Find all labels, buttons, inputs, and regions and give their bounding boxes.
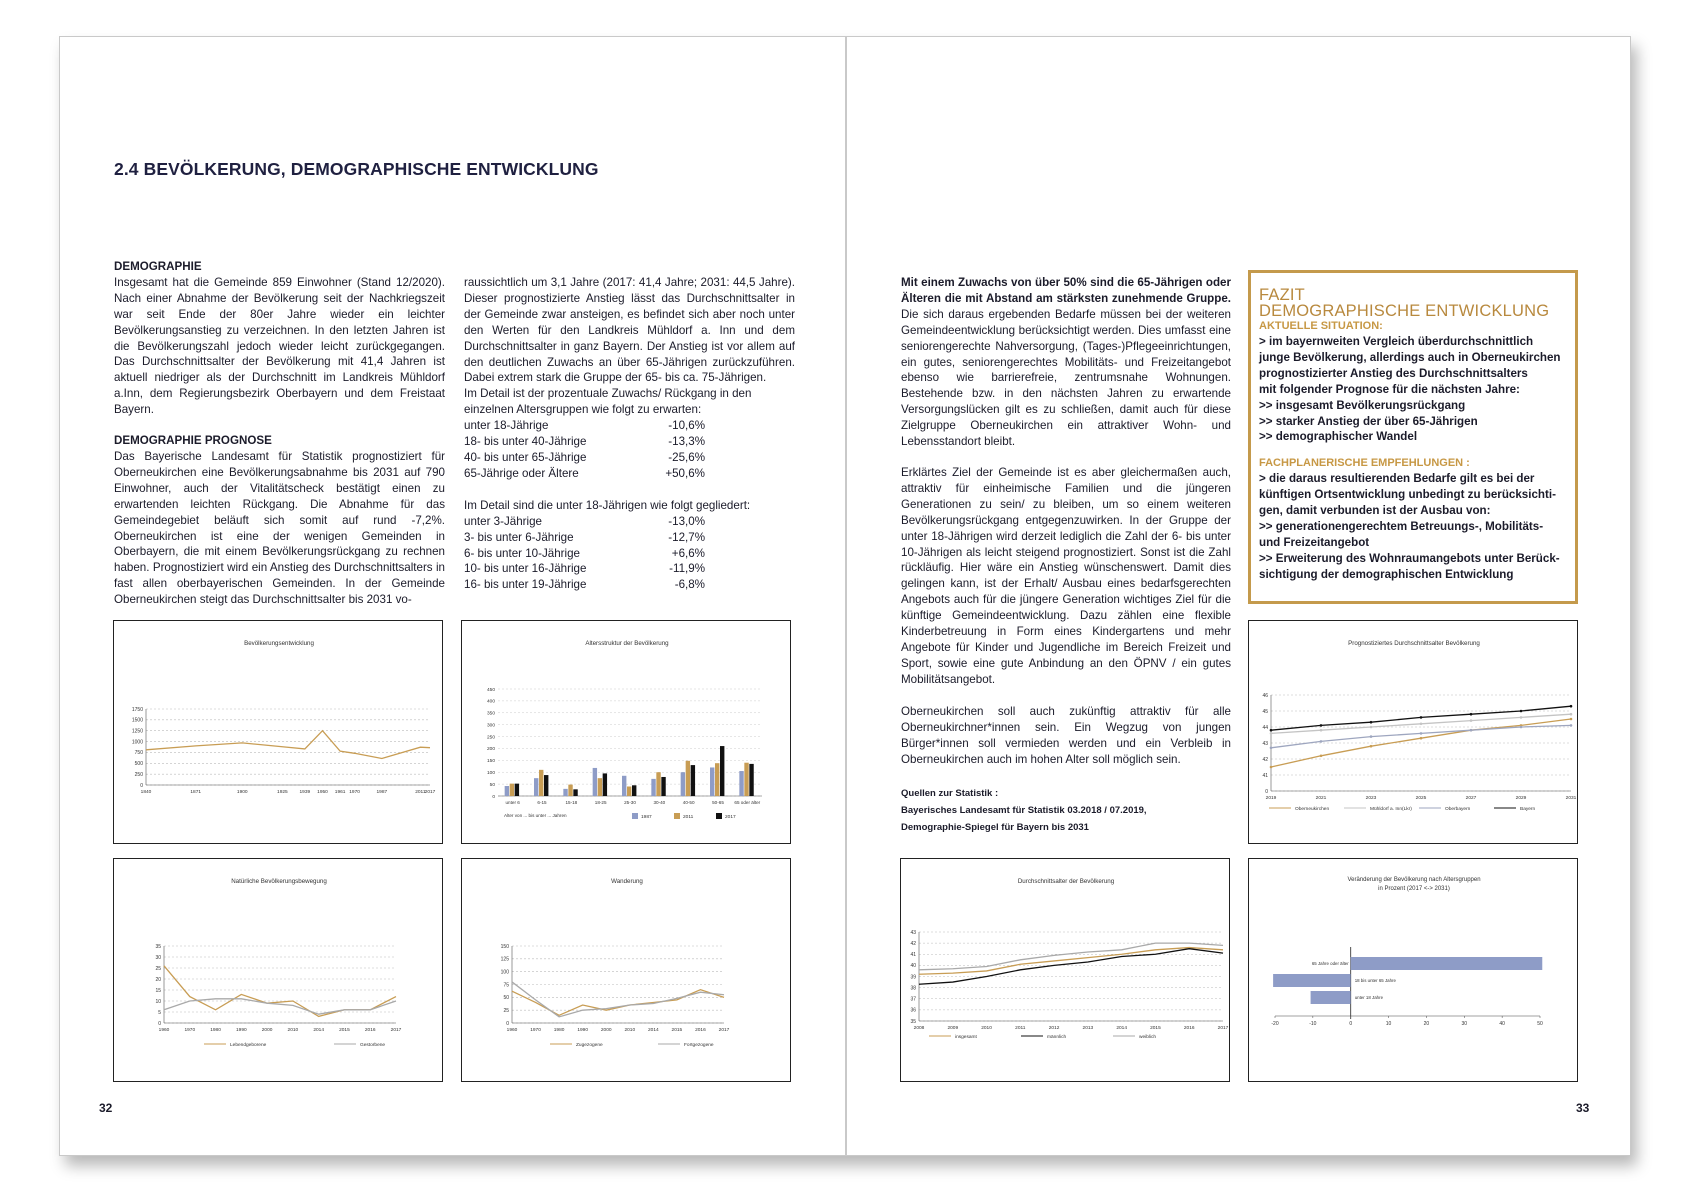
y-tick-label: 1750 — [131, 706, 143, 713]
data-point — [1270, 766, 1273, 769]
data-point — [1370, 721, 1373, 724]
fazit-line: >> demographischer Wandel — [1259, 430, 1418, 444]
bar-2011 — [744, 763, 748, 796]
y-tick-label: 0 — [1265, 788, 1268, 795]
y-tick-label: 1250 — [131, 728, 143, 735]
bar-2017 — [749, 764, 753, 796]
x-tick-label: 2016 — [1183, 1026, 1195, 1031]
bar-2011 — [539, 770, 543, 796]
fazit-line: >> insgesamt Bevölkerungsrückgang — [1259, 398, 1466, 412]
data-point — [1370, 726, 1373, 729]
x-tick-label: 2017 — [424, 790, 436, 795]
x-tick-label: 40 — [1499, 1021, 1505, 1027]
page-title: 2.4 BEVÖLKERUNG, DEMOGRAPHISCHE ENTWICKLUNG — [114, 159, 599, 179]
x-tick-label: unter 6 — [505, 800, 520, 805]
chart-prognose-alter — [1248, 620, 1578, 844]
series-line-fortgezogene — [512, 982, 724, 1017]
bar-2 — [1311, 991, 1351, 1004]
x-tick-label: 6-15 — [537, 800, 547, 805]
y-tick-label: 46 — [1262, 692, 1268, 699]
data-point — [1270, 747, 1273, 750]
y-tick-label: 50 — [489, 782, 495, 788]
y-tick-label: 30 — [155, 954, 161, 961]
x-tick-label: 2000 — [261, 1028, 273, 1033]
col2-detail-intro: Im Detail ist der prozentuale Zuwachs/ Rückgang in den einzelnen Altersgruppen wie folgt zu erwarten: — [464, 387, 752, 417]
x-tick-label: 1871 — [190, 790, 202, 795]
x-tick-label: 15-18 — [565, 800, 578, 805]
data-point — [1370, 745, 1373, 748]
data-point — [1420, 737, 1423, 740]
y-tick-label: 1000 — [131, 739, 143, 746]
x-tick-label: 1960 — [506, 1028, 518, 1033]
series-line-lebendgeborene — [164, 966, 396, 1017]
y-tick-label: 250 — [134, 771, 143, 778]
chart-title: Wanderung — [611, 878, 643, 885]
fazit-situation-list — [1259, 334, 1567, 445]
x-tick-label: 10 — [1385, 1021, 1392, 1027]
y-tick-label: 45 — [1262, 708, 1268, 715]
data-point — [1420, 723, 1423, 726]
bar-2011 — [627, 786, 631, 796]
series-line-oberbayern — [1271, 725, 1571, 747]
right-para3: Oberneukirchen soll auch zukünftig attraktiv für alle Oberneukirchner*innen sein. Ein Wegzug von jungen Bürger*innen soll vermieden werden und ein Verbleib in Oberneukirchen auch im hohen Alter soll möglich sein. — [901, 705, 1231, 766]
legend-label: 2017 — [725, 815, 736, 820]
data-point — [1570, 718, 1573, 721]
x-tick-label: 1970 — [349, 790, 360, 795]
bar-2017 — [691, 765, 695, 796]
data-point — [1520, 726, 1523, 729]
fazit-empfehlung-list — [1259, 471, 1567, 582]
legend-swatch — [632, 813, 638, 819]
sources-line2: Demographie-Spiegel für Bayern bis 2031 — [901, 822, 1089, 833]
x-tick-label: 1840 — [140, 790, 152, 795]
prognose-heading: DEMOGRAPHIE PROGNOSE — [114, 434, 272, 448]
bar-2017 — [515, 784, 519, 796]
x-tick-label: 2011 — [415, 790, 426, 795]
y-tick-label: 5 — [158, 1009, 161, 1016]
y-tick-label: 15 — [155, 987, 161, 994]
x-tick-label: 30 — [1461, 1021, 1468, 1027]
y-tick-label: 450 — [486, 687, 495, 693]
x-tick-label: 1990 — [577, 1028, 589, 1033]
y-tick-label: 350 — [486, 711, 495, 717]
sources — [901, 785, 1231, 836]
x-tick-label: 1925 — [277, 790, 288, 795]
y-tick-label: 40 — [910, 963, 916, 970]
group-row: 40- bis unter 65-Jährige -25,6% — [464, 450, 705, 464]
chart-durchschnittsalter — [900, 858, 1230, 1082]
x-tick-label: 2015 — [1150, 1026, 1161, 1031]
x-tick-label: 1900 — [236, 790, 248, 795]
data-point — [1470, 719, 1473, 722]
chart-wanderung — [461, 858, 791, 1082]
data-point — [1520, 716, 1523, 719]
y-tick-label: 36 — [910, 1007, 916, 1014]
series-line-einwohner — [146, 731, 430, 759]
x-tick-label: 2021 — [1315, 796, 1327, 801]
data-point — [1470, 713, 1473, 716]
x-tick-label: 1939 — [299, 790, 311, 795]
chart-title: Natürliche Bevölkerungsbewegung — [231, 878, 327, 885]
legend-label: Oberbayern — [1445, 806, 1471, 812]
data-point — [1320, 729, 1323, 732]
x-tick-label: 2013 — [1082, 1026, 1094, 1031]
y-tick-label: 41 — [1262, 772, 1268, 779]
intro-rest: Die sich daraus ergebenden Bedarfe müssen bei der weiteren Gemeindeentwicklung berücksichtigt werden. Dies umfasst eine seniorengerechte Nahversorgung, (Tages-)Pflegeeinrichtungen, ein gutes, seniorengerechtes Mobilitäts- und Freizeitangebot ebenso wie barrierefreie, zentrumsnahe Wohnungen. Bestehende bzw. in den nächsten Jahren zu erwartende Versorgungslücken gilt es zu schließen, damit auch für diese Zielgruppe Oberneukirchen ein attraktiver Wohn- und Lebensstandort bleibt. — [901, 307, 1231, 449]
under18-row: unter 3-Jährige -13,0% — [464, 514, 705, 528]
bar-1 — [1273, 974, 1351, 987]
legend-label: Fortgezogene — [684, 1042, 714, 1048]
bar-2017 — [720, 746, 724, 796]
x-tick-label: 20 — [1423, 1021, 1430, 1027]
x-tick-label: 1987 — [376, 790, 388, 795]
fazit-line: und Freizeitangebot — [1259, 535, 1370, 549]
page-number-left: 32 — [99, 1101, 113, 1115]
legend-label: 1987 — [641, 815, 652, 820]
data-point — [1320, 724, 1323, 727]
fazit-line: > die daraus resultierenden Bedarfe gilt es bei der — [1259, 472, 1535, 486]
fazit-box — [1248, 270, 1578, 604]
x-tick-label: 50-65 — [712, 800, 724, 805]
bar-1987 — [563, 789, 567, 796]
y-tick-label: 43 — [1262, 740, 1268, 747]
bar-1987 — [534, 778, 538, 796]
fazit-line: junge Bevölkerung, allerdings auch in Oberneukirchen — [1259, 350, 1561, 364]
bar-1987 — [681, 772, 685, 796]
series-line-weiblich — [919, 943, 1223, 970]
y-tick-label: 0 — [158, 1020, 161, 1027]
legend-label: Zugezogene — [576, 1042, 603, 1048]
x-tick-label: 1980 — [210, 1028, 221, 1033]
y-tick-label: 100 — [500, 969, 509, 976]
under18-table — [464, 514, 795, 594]
fazit-line: prognostizierter Anstieg des Durchschnittsalters — [1259, 366, 1528, 380]
data-point — [1270, 729, 1273, 732]
y-tick-label: 0 — [140, 782, 143, 789]
data-point — [1570, 724, 1573, 727]
under18-row: 10- bis unter 16-Jährige -11,9% — [464, 562, 705, 576]
y-tick-label: 0 — [506, 1020, 509, 1027]
bar-1987 — [593, 768, 597, 796]
fazit-title: FAZIT — [1259, 286, 1305, 304]
chart-title: Durchschnittsalter der Bevölkerung — [1017, 878, 1115, 885]
legend-label: Gestorbene — [360, 1042, 386, 1048]
legend-label: männlich — [1047, 1034, 1067, 1040]
data-point — [1320, 740, 1323, 743]
bar-2017 — [544, 775, 548, 796]
bar-1987 — [622, 776, 626, 796]
y-tick-label: 75 — [503, 982, 509, 989]
right-intro — [901, 275, 1231, 450]
data-point — [1420, 716, 1423, 719]
data-point — [1520, 710, 1523, 713]
fazit-line: mit folgender Prognose für die nächsten Jahre: — [1259, 382, 1520, 396]
bar-1987 — [651, 779, 655, 796]
y-tick-label: 35 — [155, 943, 161, 950]
y-tick-label: 42 — [1262, 756, 1268, 763]
group-row: 65-Jährige oder Ältere +50,6% — [464, 466, 705, 480]
x-tick-label: 65 oder älter — [734, 800, 761, 805]
x-tick-label: 2012 — [1048, 1026, 1060, 1031]
fazit-line: >> starker Anstieg der über 65-Jährigen — [1259, 414, 1478, 428]
chart-altersstruktur — [461, 620, 791, 844]
x-tick-label: 0 — [1349, 1021, 1353, 1027]
y-tick-label: 37 — [910, 996, 916, 1003]
y-tick-label: 125 — [500, 956, 509, 963]
x-tick-label: 1950 — [317, 790, 328, 795]
x-tick-label: -10 — [1309, 1021, 1317, 1027]
x-tick-label: 2031 — [1565, 796, 1577, 801]
x-tick-label: 2016 — [695, 1028, 706, 1033]
y-tick-label: 0 — [492, 794, 495, 800]
data-point — [1270, 732, 1273, 735]
right-para2: Erklärtes Ziel der Gemeinde ist es aber gleichermaßen auch, attraktiv für einheimische Familien und die jüngeren Generationen zu sein/ zu bleiben, um so einem weiteren Bevölkerungsrückgang entgegenzuwirken. In der Gruppe der unter 18-Jährigen wird derzeit lediglich die Zahl der 6- bis unter 10-Jährigen als leicht steigend prognostiziert. Sonst ist die Zahl rückläufig. Hier wäre ein Anstieg wünschenswert. Damit dies gelingen kann, ist der Erhalt/ Ausbau eines bedarfsgerechten Angebots auch für die jüngere Generation wichtiges Ziel für die künftige Gemeindeentwicklung. Dazu zählen eine flexible Kinderbetreuung in Form eines Kindergartens und mehr Angebote für Kinder und Jugendliche im Bereich Freizeit und Sport, sowie eine gute Anbindung an den ÖPNV / ein gutes Mobilitätsangebot. — [901, 466, 1231, 686]
bar-2017 — [661, 777, 665, 796]
x-tick-label: 2010 — [287, 1028, 299, 1033]
data-point — [1370, 735, 1373, 738]
page-number-right: 33 — [1576, 1101, 1590, 1115]
chart-title: Bevölkerungsentwicklung — [244, 640, 314, 647]
bar-2011 — [686, 761, 690, 796]
y-tick-label: 1500 — [131, 717, 143, 724]
legend-label: Lebendgeborene — [230, 1042, 267, 1048]
y-tick-label: 750 — [134, 750, 143, 757]
under18-intro: Im Detail sind die unter 18-Jährigen wie folgt gegliedert: — [464, 498, 751, 512]
y-tick-label: 38 — [910, 985, 916, 992]
y-tick-label: 500 — [134, 761, 143, 768]
x-tick-label: 2023 — [1365, 796, 1377, 801]
chart-subtitle: in Prozent (2017 <-> 2031) — [1378, 886, 1450, 892]
fazit-line: künftigen Ortsentwicklung unbedingt zu berücksichti- — [1259, 488, 1556, 502]
legend-label: Mühldorf a. Inn(Lkr) — [1370, 806, 1412, 812]
x-tick-label: 40-50 — [682, 800, 695, 805]
fazit-situation-heading: AKTUELLE SITUATION: — [1259, 320, 1383, 332]
data-point — [1570, 713, 1573, 716]
y-tick-label: 100 — [486, 771, 495, 777]
groups-table — [464, 418, 795, 482]
legend-label: insgesamt — [955, 1034, 977, 1040]
y-tick-label: 150 — [486, 759, 495, 765]
bar-1987 — [505, 786, 509, 796]
fazit-line: sichtigung der demographischen Entwicklung — [1259, 567, 1514, 581]
bar-2011 — [715, 763, 719, 796]
y-tick-label: 42 — [910, 940, 916, 947]
x-tick-label: 2009 — [947, 1026, 959, 1031]
x-tick-label: 2027 — [1465, 796, 1477, 801]
y-tick-label: 39 — [910, 974, 916, 981]
y-tick-label: 25 — [155, 965, 161, 972]
fazit-subtitle: DEMOGRAPHISCHE ENTWICKLUNG — [1259, 302, 1550, 320]
y-tick-label: 43 — [910, 929, 916, 936]
group-row: unter 18-Jährige -10,6% — [464, 419, 705, 433]
bar-2011 — [568, 785, 572, 796]
y-tick-label: 300 — [486, 723, 495, 729]
y-tick-label: 41 — [910, 952, 916, 959]
y-tick-label: 25 — [503, 1007, 509, 1014]
sources-line1: Bayerisches Landesamt für Statistik 03.2018 / 07.2019, — [901, 805, 1147, 816]
category-label: 18 bis unter 65 Jahre — [1354, 978, 1396, 983]
chart-title: Veränderung der Bevölkerung nach Altersgruppen — [1347, 877, 1481, 883]
column-1 — [114, 259, 445, 608]
category-label: unter 18 Jahre — [1354, 995, 1384, 1000]
x-tick-label: 1970 — [184, 1028, 196, 1033]
legend-label: Bayern — [1520, 806, 1536, 812]
y-tick-label: 50 — [503, 995, 509, 1002]
under18-row: 3- bis unter 6-Jährige -12,7% — [464, 530, 705, 544]
x-tick-label: 25-30 — [624, 800, 636, 805]
bar-2017 — [632, 785, 636, 796]
bar-2017 — [603, 773, 607, 796]
x-tick-label: 2010 — [981, 1026, 992, 1031]
x-tick-label: 1970 — [530, 1028, 541, 1033]
bar-1987 — [710, 767, 714, 796]
data-point — [1570, 705, 1573, 708]
y-tick-label: 400 — [486, 699, 495, 705]
x-tick-label: 2017 — [1217, 1026, 1229, 1031]
bar-2011 — [510, 784, 514, 796]
y-tick-label: 10 — [155, 998, 161, 1005]
x-tick-label: 2014 — [647, 1028, 659, 1033]
demographie-text: Insgesamt hat die Gemeinde 859 Einwohner (Stand 12/2020). Nach einer Abnahme der Bevölkerung seit der Nachkriegszeit war seit Ende der 80er Jahre wieder ein leichter Bevölkerungsanstieg zu verzeichnen. In den letzten Jahren ist die Bevölkerungszahl jedoch wieder leicht zurückgegangen. Das Durchschnittsalter der Bevölkerung mit 41,4 Jahren ist aktuell niedriger als der Durchschnitt im Landkreis Mühldorf a.Inn, dem Regierungsbezirk Oberbayern und dem Freistaat Bayern. — [114, 275, 445, 417]
bar-2017 — [573, 789, 577, 796]
y-tick-label: 35 — [910, 1018, 916, 1025]
x-tick-label: 2000 — [600, 1028, 612, 1033]
column-2 — [464, 275, 795, 593]
x-tick-label: 2015 — [671, 1028, 683, 1033]
x-axis-label: Alter von ... bis unter ... Jahren — [504, 813, 567, 818]
x-tick-label: 2017 — [718, 1028, 730, 1033]
col2-text: raussichtlich um 3,1 Jahre (2017: 41,4 Jahre; 2031: 44,5 Jahre). Dieser prognostizierte Anstieg lässt das Durchschnittsalter in der Gemeinde zwar ansteigen, es befindet sich aber noch unter den Werten für den Landkreis Mühldorf a. Inn und dem Durchschnittsalter in ganz Bayern. Der Anstieg ist vor allem auf den deutlichen Zuwachs an über 65-Jährigen zurückzuführen. Dabei extrem stark die Gruppe der 65- bis ca. 75-Jährigen. — [464, 276, 795, 385]
series-line-zugezogene — [512, 990, 724, 1016]
chart-veraenderung — [1248, 858, 1578, 1082]
legend-swatch — [716, 813, 722, 819]
legend-label: Oberneukirchen — [1295, 806, 1330, 812]
fazit-line: gen, damit verbunden ist der Ausbau von: — [1259, 504, 1491, 518]
fazit-line: >> generationengerechtem Betreuungs-, Mobilitäts- — [1259, 520, 1544, 534]
legend-swatch — [674, 813, 680, 819]
x-tick-label: -20 — [1271, 1021, 1279, 1027]
bar-0 — [1351, 957, 1543, 970]
x-tick-label: 1980 — [553, 1028, 565, 1033]
x-tick-label: 50 — [1537, 1021, 1543, 1027]
demographie-heading: DEMOGRAPHIE — [114, 260, 202, 273]
chart-bevoelkerung — [113, 620, 443, 844]
x-tick-label: 2017 — [390, 1028, 402, 1033]
chart-title: Prognostiziertes Durchschnittsalter Bevölkerung — [1348, 640, 1480, 647]
legend-label: 2011 — [683, 815, 694, 820]
series-line-insgesamt — [919, 948, 1223, 975]
prognose-text: Das Bayerische Landesamt für Statistik prognostiziert für Oberneukirchen eine Bevölkerungsabnahme bis 2031 auf 790 Einwohner, auch der Vitalitätscheck bestätigt einen zu erwartenden leichten Rückgang. Die Abnahme für das Gemeindegebiet beläuft sich somit auf rund -7,2%. Oberneukirchen ist eine der wenigen Gemeinden in Oberbayern, die mit einem Bevölkerungsrückgang zu rechnen haben. Prognostiziert wird ein Anstieg des Durchschnittsalters in fast allen oberbayerischen Gemeinden. In der Gemeinde Oberneukirchen steigt das Durchschnittsalter bis 2031 vo- — [114, 449, 445, 607]
data-point — [1470, 729, 1473, 732]
intro-bold: Mit einem Zuwachs von über 50% sind die 65-Jährigen oder Älteren die mit Abstand am stärksten zunehmende Gruppe. — [901, 276, 1231, 305]
x-tick-label: 2014 — [1116, 1026, 1128, 1031]
bar-2011 — [598, 778, 602, 796]
y-tick-label: 200 — [486, 747, 495, 753]
fazit-line: >> Erweiterung des Wohnraumangebots unter Berück- — [1259, 551, 1560, 565]
y-tick-label: 20 — [155, 976, 161, 983]
x-tick-label: 2029 — [1515, 796, 1527, 801]
chart-title: Altersstruktur der Bevölkerung — [585, 640, 669, 647]
sources-heading: Quellen zur Statistik : — [901, 788, 999, 799]
x-tick-label: 30-40 — [653, 800, 666, 805]
x-tick-label: 2014 — [313, 1028, 325, 1033]
y-tick-label: 250 — [486, 735, 495, 741]
category-label: 65 Jahre oder älter — [1311, 961, 1349, 966]
y-tick-label: 150 — [500, 943, 509, 950]
x-tick-label: 2025 — [1415, 796, 1427, 801]
x-tick-label: 1960 — [158, 1028, 170, 1033]
x-tick-label: 2008 — [913, 1026, 925, 1031]
data-point — [1420, 732, 1423, 735]
x-tick-label: 2010 — [624, 1028, 636, 1033]
x-tick-label: 2015 — [339, 1028, 350, 1033]
fazit-line: > im bayernweiten Vergleich überdurchschnittlich — [1259, 335, 1534, 348]
group-row: 18- bis unter 40-Jährige -13,3% — [464, 435, 705, 449]
x-tick-label: 2019 — [1265, 796, 1277, 801]
y-tick-label: 44 — [1262, 724, 1268, 731]
x-tick-label: 1990 — [235, 1028, 247, 1033]
x-tick-label: 18-25 — [594, 800, 607, 805]
x-tick-label: 1961 — [334, 790, 346, 795]
x-tick-label: 2011 — [1015, 1026, 1026, 1031]
page-fold — [845, 37, 847, 1155]
fazit-empfehlung-heading: FACHPLANERISCHE EMPFEHLUNGEN : — [1259, 457, 1470, 470]
under18-row: 16- bis unter 19-Jährige -6,8% — [464, 578, 705, 592]
chart-natuerlich — [113, 858, 443, 1082]
bar-1987 — [739, 771, 743, 796]
legend-label: weiblich — [1139, 1034, 1157, 1040]
data-point — [1320, 755, 1323, 758]
x-tick-label: 2016 — [364, 1028, 376, 1033]
bar-2011 — [656, 772, 660, 796]
under18-row: 6- bis unter 10-Jährige +6,6% — [464, 546, 705, 560]
